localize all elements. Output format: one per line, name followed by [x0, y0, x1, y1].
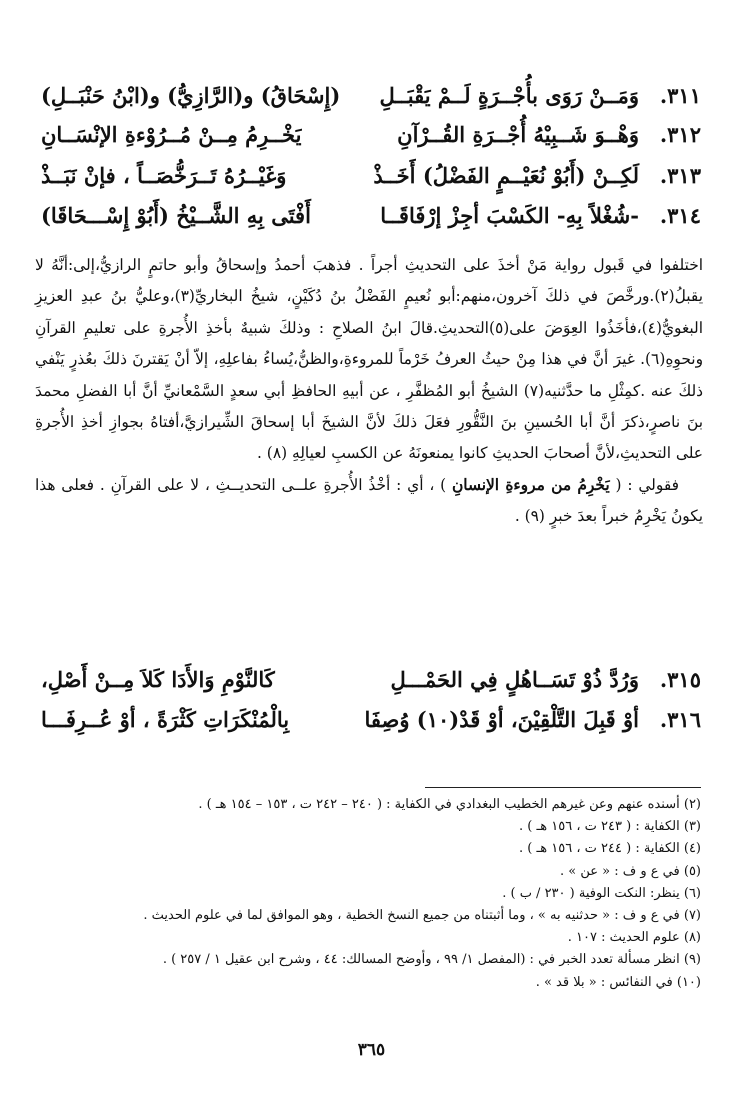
- verse-315: [41, 660, 701, 698]
- footnote: (٧) في ع و ف : « حدثنيه به » ، وما أثبتناه من جميع النسخ الخطية ، وهو الموافق لما في علوم الحديث .: [143, 908, 701, 924]
- verse-hemistich-second: وَغَيْــرُهُ تَــرَخُّصَــاً ، فإنْ نَبَــذْ: [41, 162, 287, 188]
- verse-hemistich-first: -شُغْلاً بِهِ- الكَسْبَ أجِزْ إرْفَاقَــا: [380, 202, 639, 228]
- verse-hemistich-second: أَفْتَى بِهِ الشَّــيْخُ (أَبُوْ إِسْـــحَاقَا): [41, 202, 311, 228]
- footnote: (٦) ينظر: النكت الوفية ( ٢٣٠ / ب ) .: [502, 885, 701, 901]
- verse-hemistich-first: أوْ قَبِلَ التَّلْقِيْنَ، أوْ قَدْ(١٠) وُصِفَا: [364, 706, 639, 732]
- verse-number: ٣١٢.: [659, 121, 701, 147]
- paragraph-lead: فقولي : (: [615, 475, 679, 494]
- verse-number: ٣١٣.: [659, 162, 701, 188]
- verse-hemistich-second: يَخْــرِمُ مِــنْ مُــرُوْءةِ الإنْسَــانِ: [41, 121, 302, 147]
- verse-313: [41, 156, 701, 194]
- footnote: (٨) علوم الحديث : ١٠٧ .: [567, 930, 701, 946]
- quoted-verse-phrase: يَخْرِمُ من مروءةِ الإنسانِ: [451, 475, 610, 494]
- footnotes: [39, 794, 701, 994]
- commentary-paragraph: [35, 470, 703, 533]
- verse-number: ٣١٤.: [659, 202, 701, 228]
- commentary-paragraph: اختلفوا في قَبول رواية مَنْ أخذَ على التحديثِ أجراً . فذهبَ أحمدُ وإسحاقُ وأبو حاتمٍ الرازيُّ،إلى:أنَّهُ لا يقبلُ(٢).ورخَّصَ في ذلكَ آخرون،منهم:أبو نُعيمٍ الفَضْلُ بنُ دُكَيْنٍ، شيخُ البخاريِّ(٣)،وعليُّ بنُ عبدِ العزيزِ البغويُّ(٤)،فأخَذُوا العِوَضَ على(٥)التحديثِ.قالَ ابنُ الصلاحِ : وذلكَ شبيهٌ بأخذِ الأُجرةِ على تعليمِ القرآنِ ونحوِهِ(٦). غيرَ أنَّ في هذا مِنْ حيثُ العرفُ خَرْماً للمروءةِ،والظنُّ،يُساءُ بفاعلِهِ، إلاّ أنْ يَقترنَ ذلكَ بعُذرٍ يَنْفي ذلكَ عنه .كمِثْلِ ما حدَّثنيه(٧) الشيخُ أبو المُظفَّرِ ، عن أبيهِ الحافظِ أبي سعدٍ السَّمْعانيِّ أنَّ أبا الفضلِ محمدَ بنَ ناصرٍ،ذكرَ أنَّ أبا الحُسينِ بنَ النَّقُّورِ فعَلَ ذلكَ لأنَّ الشيخَ أبا إسحاقَ الشِّيرازيَّ،أفتاهُ بجوازِ أخذِ الأُجرةِ على التحديثِ،لأنَّ أصحابَ الحديثِ كانوا يمنعونَهُ عن الكسبِ لعيالِهِ (٨) .: [35, 256, 703, 463]
- verse-312: [41, 115, 701, 153]
- verse-316: [41, 700, 701, 738]
- verse-number: ٣١١.: [659, 82, 701, 108]
- verse-number: ٣١٦.: [659, 706, 701, 732]
- footnote-separator: [425, 787, 701, 788]
- verse-311: [41, 76, 701, 114]
- footnote: (١٠) في النفائس : « بلا قد » .: [535, 974, 701, 990]
- footnote: (٥) في ع و ف : « عن » .: [560, 863, 701, 879]
- paragraph-rest: ) ، أي : أخْذُ الأُجرةِ علــى التحديــثِ ، لا على القرآنِ . فعلى هذا يكونُ يَخْرِمُ خبراً بعدَ خبرٍ (٩) .: [35, 475, 703, 526]
- footnote: (٢) أسنده عنهم وعن غيرهم الخطيب البغدادي في الكفاية : ( ٢٤٠ – ٢٤٢ ت ، ١٥٣ – ١٥٤ هـ ) .: [198, 797, 701, 812]
- page-number: ٣٦٥: [357, 1040, 386, 1060]
- footnote: (٤) الكفاية : ( ٢٤٤ ت ، ١٥٦ هـ ) .: [518, 841, 701, 857]
- verse-hemistich-first: وَرُدَّ ذُوْ تَسَــاهُلٍ فِي الحَمْـــلِ: [390, 666, 639, 692]
- verse-hemistich-second: بِالْمُنْكَرَاتِ كَثْرَةً ، أوْ عُــرِفَـــا: [41, 706, 290, 732]
- verse-hemistich-first: لَكِــنْ (أَبُوْ نُعَيْــمٍ الفَضْلُ) أَخَــذْ: [373, 162, 639, 188]
- footnote: (٣) الكفاية : ( ٢٤٣ ت ، ١٥٦ هـ ) .: [518, 819, 701, 835]
- verse-hemistich-first: وَمَــنْ رَوَى بأُجْــرَةٍ لَــمْ يَقْبَــلِ: [379, 82, 639, 108]
- verse-number: ٣١٥.: [659, 666, 701, 692]
- verse-314: [41, 196, 701, 234]
- verse-hemistich-second: (إِسْحَاقُ) و(الرَّازِيُّ) و(ابْنُ حَنْبَــلِ): [41, 82, 341, 108]
- verse-hemistich-first: وَهْــوَ شَــبِيْهُ أُجْــرَةِ القُــرْآنِ: [397, 121, 639, 147]
- commentary: [35, 250, 703, 533]
- footnote: (٩) انظر مسألة تعدد الخبر في : (المفصل ١/ ٩٩ ، وأوضح المسالك: ٤٤ ، وشرح ابن عقيل ١ / ٢٥٧ ) .: [162, 952, 701, 968]
- verse-hemistich-second: كَالنَّوْمِ وَالأَدَا كَلاَ مِــنْ أَصْلِ،: [41, 666, 275, 692]
